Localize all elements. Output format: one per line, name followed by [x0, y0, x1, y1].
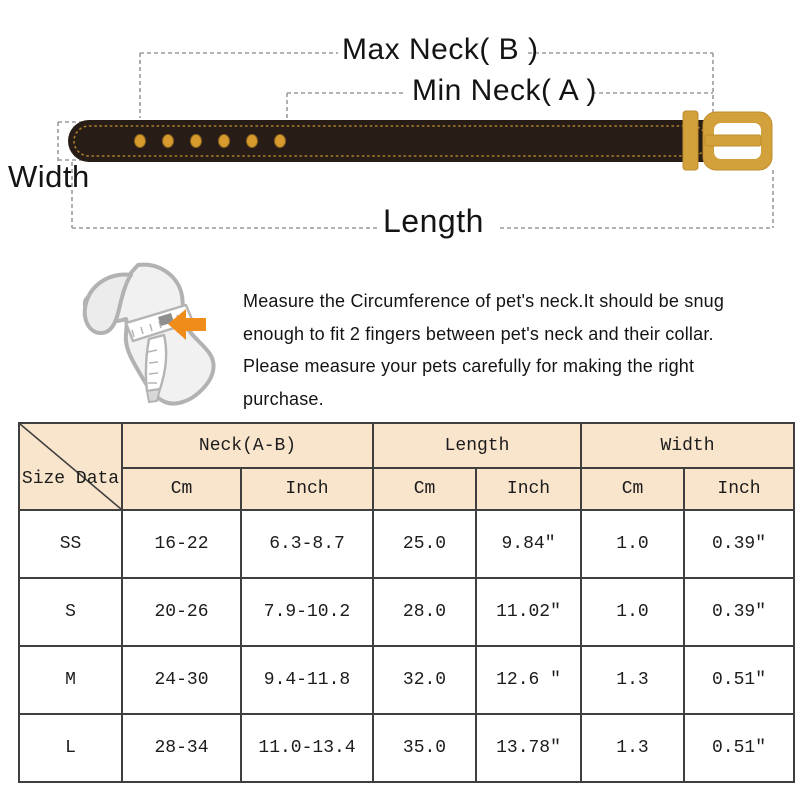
unit-header: Cm — [373, 468, 476, 510]
table-unit-header-row — [19, 468, 794, 510]
value-cell: 0.51″ — [684, 646, 794, 714]
measuring-instructions — [243, 285, 724, 415]
value-cell: 1.0 — [581, 578, 684, 646]
value-cell: 20-26 — [122, 578, 241, 646]
size-cell: M — [19, 646, 122, 714]
value-cell: 32.0 — [373, 646, 476, 714]
value-cell: 0.51″ — [684, 714, 794, 782]
table-row-ss — [19, 510, 794, 578]
value-cell: 1.3 — [581, 646, 684, 714]
table-row-m — [19, 646, 794, 714]
size-cell: SS — [19, 510, 122, 578]
value-cell: 0.39″ — [684, 510, 794, 578]
value-cell: 28.0 — [373, 578, 476, 646]
unit-header: Inch — [476, 468, 581, 510]
column-group-width: Width — [581, 423, 794, 468]
value-cell: 9.84″ — [476, 510, 581, 578]
value-cell: 1.0 — [581, 510, 684, 578]
buckle-keeper — [683, 111, 698, 170]
column-group-length: Length — [373, 423, 581, 468]
value-cell: 24-30 — [122, 646, 241, 714]
instruction-line: enough to fit 2 fingers between pet's neck and their collar. — [243, 323, 714, 344]
dog-measuring-illustration — [85, 265, 214, 404]
value-cell: 12.6 ″ — [476, 646, 581, 714]
unit-header: Cm — [581, 468, 684, 510]
value-cell: 7.9-10.2 — [241, 578, 373, 646]
length-label: Length — [383, 203, 484, 239]
value-cell: 25.0 — [373, 510, 476, 578]
value-cell: 11.02″ — [476, 578, 581, 646]
unit-header: Cm — [122, 468, 241, 510]
buckle — [683, 111, 772, 170]
max-neck-label: Max Neck( B ) — [342, 33, 539, 66]
value-cell: 11.0-13.4 — [241, 714, 373, 782]
instruction-line: Measure the Circumference of pet's neck.It should be snug — [243, 291, 725, 311]
size-cell: L — [19, 714, 122, 782]
instruction-line: purchase. — [243, 388, 324, 409]
value-cell: 28-34 — [122, 714, 241, 782]
buckle-prong — [705, 135, 761, 146]
value-cell: 0.39″ — [684, 578, 794, 646]
unit-header: Inch — [241, 468, 373, 510]
size-cell: S — [19, 578, 122, 646]
value-cell: 6.3-8.7 — [241, 510, 373, 578]
value-cell: 13.78″ — [476, 714, 581, 782]
table-row-l — [19, 714, 794, 782]
width-label: Width — [8, 159, 90, 194]
min-neck-label: Min Neck( A ) — [412, 74, 597, 107]
column-group-neck: Neck(A-B) — [122, 423, 373, 468]
instruction-line: Please measure your pets carefully for making the right — [243, 356, 695, 376]
corner-label: Size Data — [21, 468, 120, 489]
size-chart-table — [18, 422, 795, 783]
value-cell: 9.4-11.8 — [241, 646, 373, 714]
table-group-header-row — [19, 423, 794, 468]
size-data-corner-cell — [19, 423, 122, 510]
unit-header: Inch — [684, 468, 794, 510]
table-row-s — [19, 578, 794, 646]
value-cell: 1.3 — [581, 714, 684, 782]
value-cell: 35.0 — [373, 714, 476, 782]
value-cell: 16-22 — [122, 510, 241, 578]
